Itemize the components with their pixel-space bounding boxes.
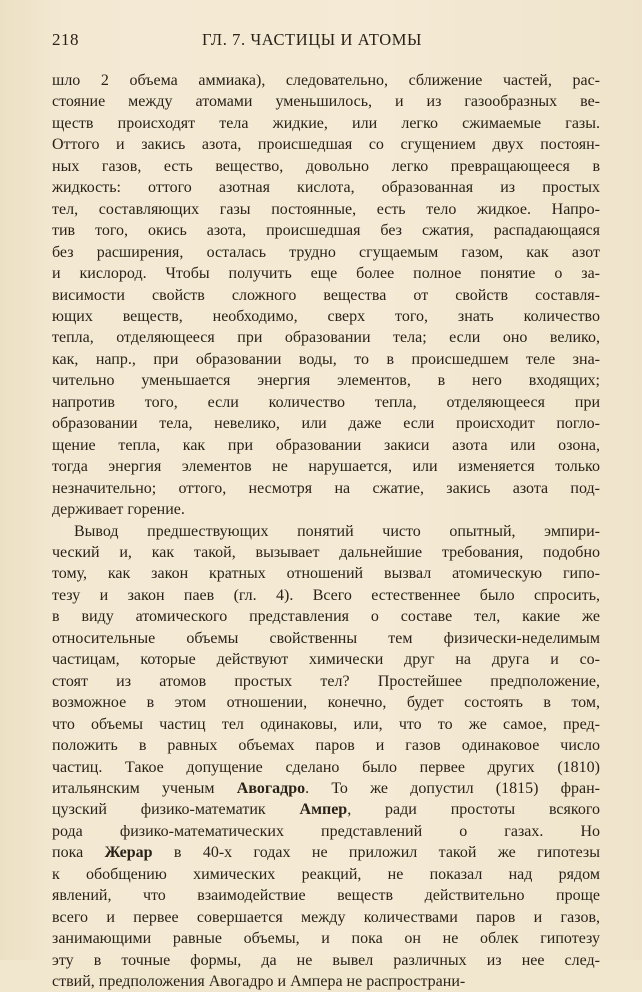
text-line: эту в точные формы, да не вывел различных из нее след- [52, 951, 600, 969]
text-line: стояние между атомами уменьшилось, и из газообразных ве- [52, 93, 600, 111]
text-line: частиц. Такое допущение сделано было первее других (1810) [52, 758, 600, 776]
page-number: 218 [52, 30, 79, 49]
body-text [52, 70, 600, 992]
paragraph [52, 521, 600, 992]
text-line: явлений, что взаимодействие веществ действительно проще [52, 887, 600, 905]
text-line: Вывод предшествующих понятий чисто опытный, эмпири- [74, 522, 600, 540]
text-line: в виду атомического представления о составе тел, какие же [52, 608, 600, 626]
text-line: ствий, предположения Авогадро и Ампера не распространи- [52, 973, 466, 991]
text-line: держивает горение. [52, 501, 185, 519]
text-line: тепла, отделяющееся при образовании тела; если оно велико, [52, 329, 600, 347]
text-line: тел, составляющих газы постоянные, есть тело жидкое. Напро- [52, 200, 600, 218]
emphasized-name: Ампер [299, 801, 348, 819]
text-line: и кислород. Чтобы получить еще более полное понятие о за- [52, 265, 600, 283]
text-line: рода физико-математических представлений о газах. Но [52, 822, 600, 840]
running-head: ГЛ. 7. ЧАСТИЦЫ И АТОМЫ [202, 30, 423, 49]
text-line: тогда энергия элементов не нарушается, или изменяется только [52, 458, 600, 476]
text-line: стоят из атомов простых тел? Простейшее предположение, [52, 672, 600, 690]
text-line: возможное в этом отношении, конечно, будет состоять в том, [52, 694, 600, 712]
text-line: ющих веществ, необходимо, сверх того, знать количество [52, 307, 600, 325]
text-line: ных газов, есть вещество, довольно легко превращающееся в [52, 157, 600, 175]
text-line: тому, как закон кратных отношений вызвал атомическую гипо- [52, 565, 600, 583]
text-line: итальянским ученым Авогадро. То же допустил (1815) фран- [52, 779, 601, 797]
text-line: ческий и, как такой, вызывает дальнейшие требования, подобно [52, 543, 600, 561]
text-line: висимости свойств сложного вещества от свойств составля- [52, 286, 600, 304]
text-line: относительные объемы свойственны тем физически-неделимым [52, 629, 600, 647]
page-header [52, 26, 600, 56]
emphasized-name: Жерар [104, 844, 153, 862]
text-line: образовании тела, невелико, или даже если происходит погло- [52, 415, 600, 433]
text-line: пока Жерар в 40-х годах не приложил такой же гипотезы [52, 844, 600, 862]
text-line: цузский физико-математик Ампер, ради простоты всякого [52, 801, 600, 819]
text-line: Оттого и закись азота, происшедшая со сгущением двух постоян- [52, 136, 600, 154]
text-line: занимающими равные объемы, и пока он не облек гипотезу [52, 930, 600, 948]
text-line: напротив того, если количество тепла, отделяющееся при [52, 393, 600, 411]
text-line: к обобщению химических реакций, не показал над рядом [52, 865, 600, 883]
text-line: жидкость: оттого азотная кислота, образованная из простых [52, 179, 600, 197]
text-line: положить в равных объемах паров и газов одинаковое число [52, 737, 600, 755]
text-line: чительно уменьшается энергия элементов, в него входящих; [52, 372, 600, 390]
text-line: ществ происходят тела жидкие, или легко сжимаемые газы. [52, 114, 600, 132]
text-line: незначительно; оттого, несмотря на сжатие, закись азота под- [52, 479, 600, 497]
text-line: тезу и закон паев (гл. 4). Всего естественнее было спросить, [52, 586, 600, 604]
text-line: без расширения, осталась трудно сгущаемым газом, как азот [52, 243, 600, 261]
text-line: тив того, окись азота, происшедшая без сжатия, распадающаяся [52, 222, 600, 240]
text-line: как, напр., при образовании воды, то в происшедшем теле зна- [52, 350, 600, 368]
text-line: шло 2 объема аммиака), следовательно, сближение частей, рас- [52, 72, 600, 89]
emphasized-name: Авогадро [236, 779, 306, 797]
paragraph [52, 70, 600, 521]
text-line: всего и первее совершается между количествами паров и газов, [52, 908, 600, 926]
text-line: частицам, которые действуют химически друг на друга и со- [52, 651, 600, 669]
text-line: что объемы частиц тел одинаковы, или, что то же самое, пред- [52, 715, 600, 733]
text-line: щение тепла, как при образовании закиси азота или озона, [52, 436, 600, 454]
